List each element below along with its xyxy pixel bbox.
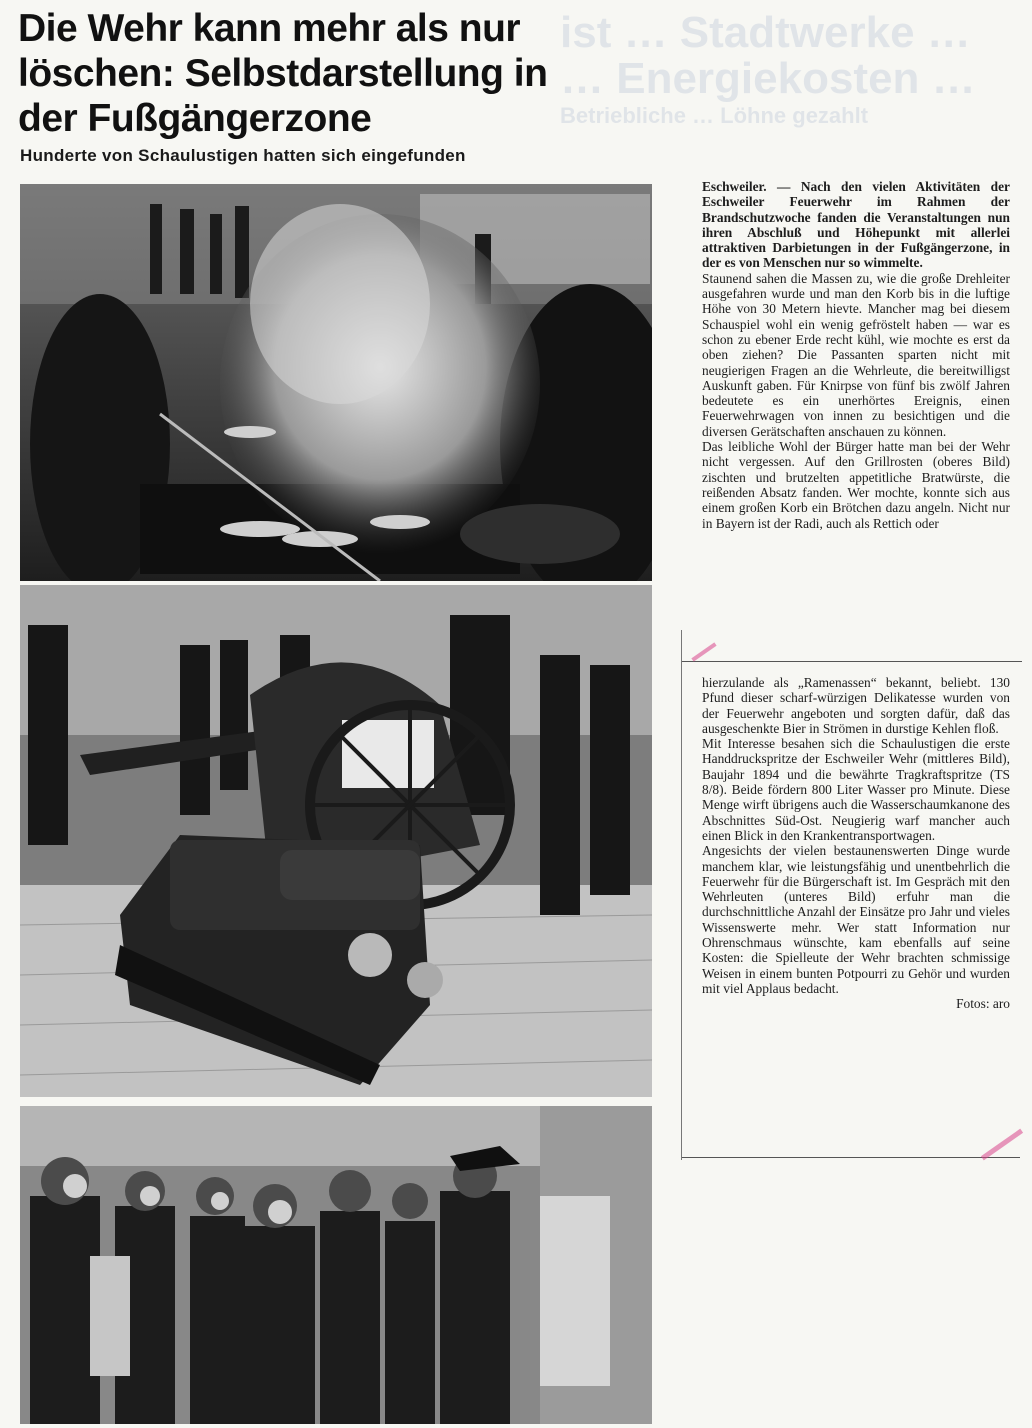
article-paragraph: Angesichts der vielen bestaunenswerten Dinge wurde manchem klar, wie leistungsfähig und unentbehrlich die Feuerwehr für die Bürgerschaft ist. Im Gespräch mit den Wehrleuten (unteres Bild) erfuhr man die durchschnittliche Anzahl der Einsätze pro Jahr und vieles Wissenswerte mehr. Wer statt Information nur Ohrenschmaus wünschte, kam ebenfalls auf seine Kosten: die Spielleute der Wehr brachten schmissige Weisen in einem bunten Potpourri zu Gehör und wurden mit viel Applaus bedacht.	[702, 843, 1010, 996]
photo-grill	[20, 184, 652, 581]
photo-credit: Fotos: aro	[956, 996, 1010, 1012]
bleed-line-1: ist … Stadtwerke …	[560, 10, 971, 57]
photo-hand-pump	[20, 585, 652, 1097]
article-paragraph: Das leibliche Wohl der Bürger hatte man bei der Wehr nicht vergessen. Auf den Grillrosten (oberes Bild) zischten und brutzelten appetitliche Bratwürste, die reißenden Absatz fanden. Wer mochte, konnte sich aus einem großen Korb ein Brötchen dazu angeln. Nicht nur in Bayern ist der Radi, auch als Rettich oder	[702, 439, 1010, 531]
photo-crowd	[20, 1106, 652, 1424]
bleed-line-2: … Energiekosten …	[560, 54, 976, 103]
article-column-top	[702, 179, 1010, 531]
column-divider	[682, 661, 1022, 662]
article-column-bottom	[702, 675, 1010, 1012]
highlighter-mark	[691, 642, 716, 661]
article-paragraph: Mit Interesse besahen sich die Schaulustigen die erste Handdruckspritze der Eschweiler Wehr (mittleres Bild), Baujahr 1894 und die bewährte Tragkraftspritze (TS 8/8). Beide fördern 800 Liter Wasser pro Minute. Diese Menge wirft übrigens auch die Wasserschaumkanone des Abschnittes Süd-Ost. Neugierig warf mancher auch einen Blick in den Krankentransportwagen.	[702, 736, 1010, 843]
article-paragraph: hierzulande als „Ramenassen“ bekannt, beliebt. 130 Pfund dieser scharf-würzigen Delikatesse wurden von der Feuerwehr angeboten und sorgten dafür, daß das ausgeschenkte Bier in Strömen in durstige Kehlen floß.	[702, 675, 1010, 736]
article-headline: Die Wehr kann mehr als nur löschen: Selbstdarstellung in der Fußgängerzone	[18, 7, 548, 140]
article-subheadline: Hunderte von Schaulustigen hatten sich eingefunden	[20, 146, 466, 165]
article-paragraph: Staunend sahen die Massen zu, wie die große Drehleiter ausgefahren wurde und man den Korb bis in die luftige Höhe von 30 Metern hievte. Mancher mag bei diesem Schauspiel wohl ein wenig gefröstelt haben — war es schon zu ebener Erde recht kühl, wie mochte es erst da oben ziehen? Die Passanten sparten nicht mit neugierigen Fragen an die Wehrleute, die bereitwilligst Auskunft gaben. Für Knirpse von fünf bis zwölf Jahren bedeutete es ein unerhörtes Ereignis, einen Feuerwehrwagen von innen zu besichtigen und die diversen Gerätschaften anschauen zu können.	[702, 270, 1010, 439]
article-lead: Eschweiler. — Nach den vielen Aktivitäten der Eschweiler Feuerwehr im Rahmen der Brandschutzwoche fanden die Veranstaltungen nun ihren Abschluß und Höhepunkt mit allerlei attraktiven Darbietungen in der Fußgängerzone, in der es von Menschen nur so wimmelte.	[702, 179, 1010, 271]
column-rule	[681, 630, 682, 1160]
bleed-through-text	[560, 10, 1030, 190]
column-end-rule	[682, 1157, 1020, 1158]
bleed-line-3: Betriebliche … Löhne gezahlt	[560, 103, 869, 128]
highlighter-mark	[981, 1129, 1023, 1161]
